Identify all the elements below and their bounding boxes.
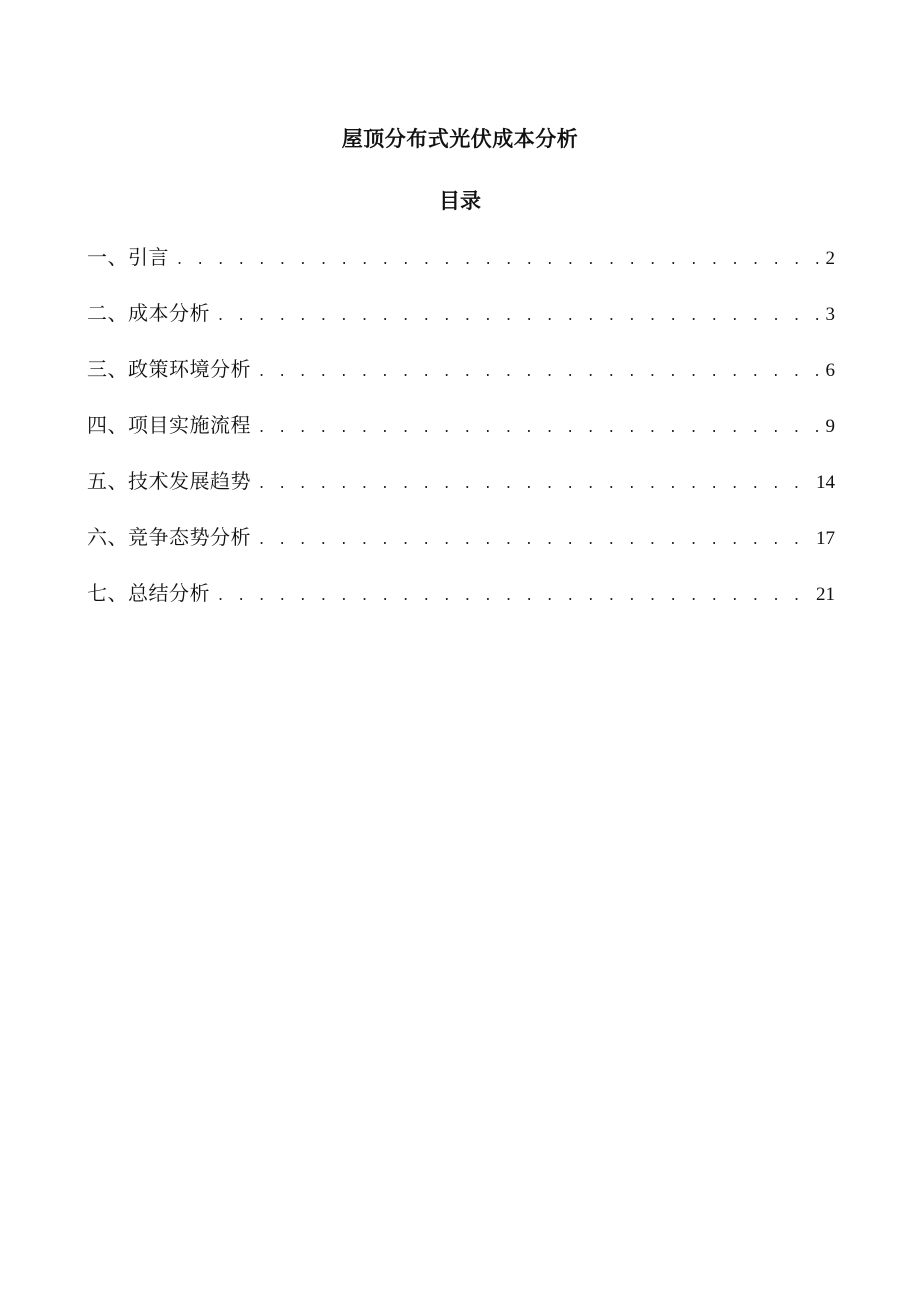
toc-dot-leader [259,524,810,554]
toc-dot-leader [218,580,810,610]
toc-page-number: 9 [825,416,835,437]
toc-page-number: 17 [816,528,835,549]
toc-page-number: 6 [825,360,835,381]
toc-dot-leader [259,412,820,442]
toc-page-number: 2 [825,248,835,269]
document-title: 屋顶分布式光伏成本分析 [341,127,579,151]
toc-entry-competitive-landscape[interactable] [87,522,835,578]
toc-page-number: 14 [816,472,835,493]
toc-entry-policy-environment[interactable] [87,354,835,410]
toc-entry-label: 四、项目实施流程 [87,413,251,437]
toc-entry-label: 五、技术发展趋势 [87,469,251,493]
toc-entry-label: 三、政策环境分析 [87,357,251,381]
toc-entry-label: 二、成本分析 [87,301,210,325]
toc-entry-cost-analysis[interactable] [87,298,835,354]
toc-dot-leader [218,300,820,330]
toc-page-number: 3 [825,304,835,325]
toc-entry-label: 一、引言 [87,245,169,269]
toc-dot-leader [259,468,810,498]
toc-entry-summary[interactable] [87,578,835,634]
table-of-contents [87,242,835,634]
toc-entry-introduction[interactable] [87,242,835,298]
toc-entry-label: 七、总结分析 [87,581,210,605]
toc-entry-label: 六、竞争态势分析 [87,525,251,549]
toc-entry-technology-trends[interactable] [87,466,835,522]
toc-entry-implementation-process[interactable] [87,410,835,466]
toc-heading: 目录 [439,189,481,213]
toc-dot-leader [259,356,820,386]
toc-page-number: 21 [816,584,835,605]
toc-dot-leader [177,244,820,274]
